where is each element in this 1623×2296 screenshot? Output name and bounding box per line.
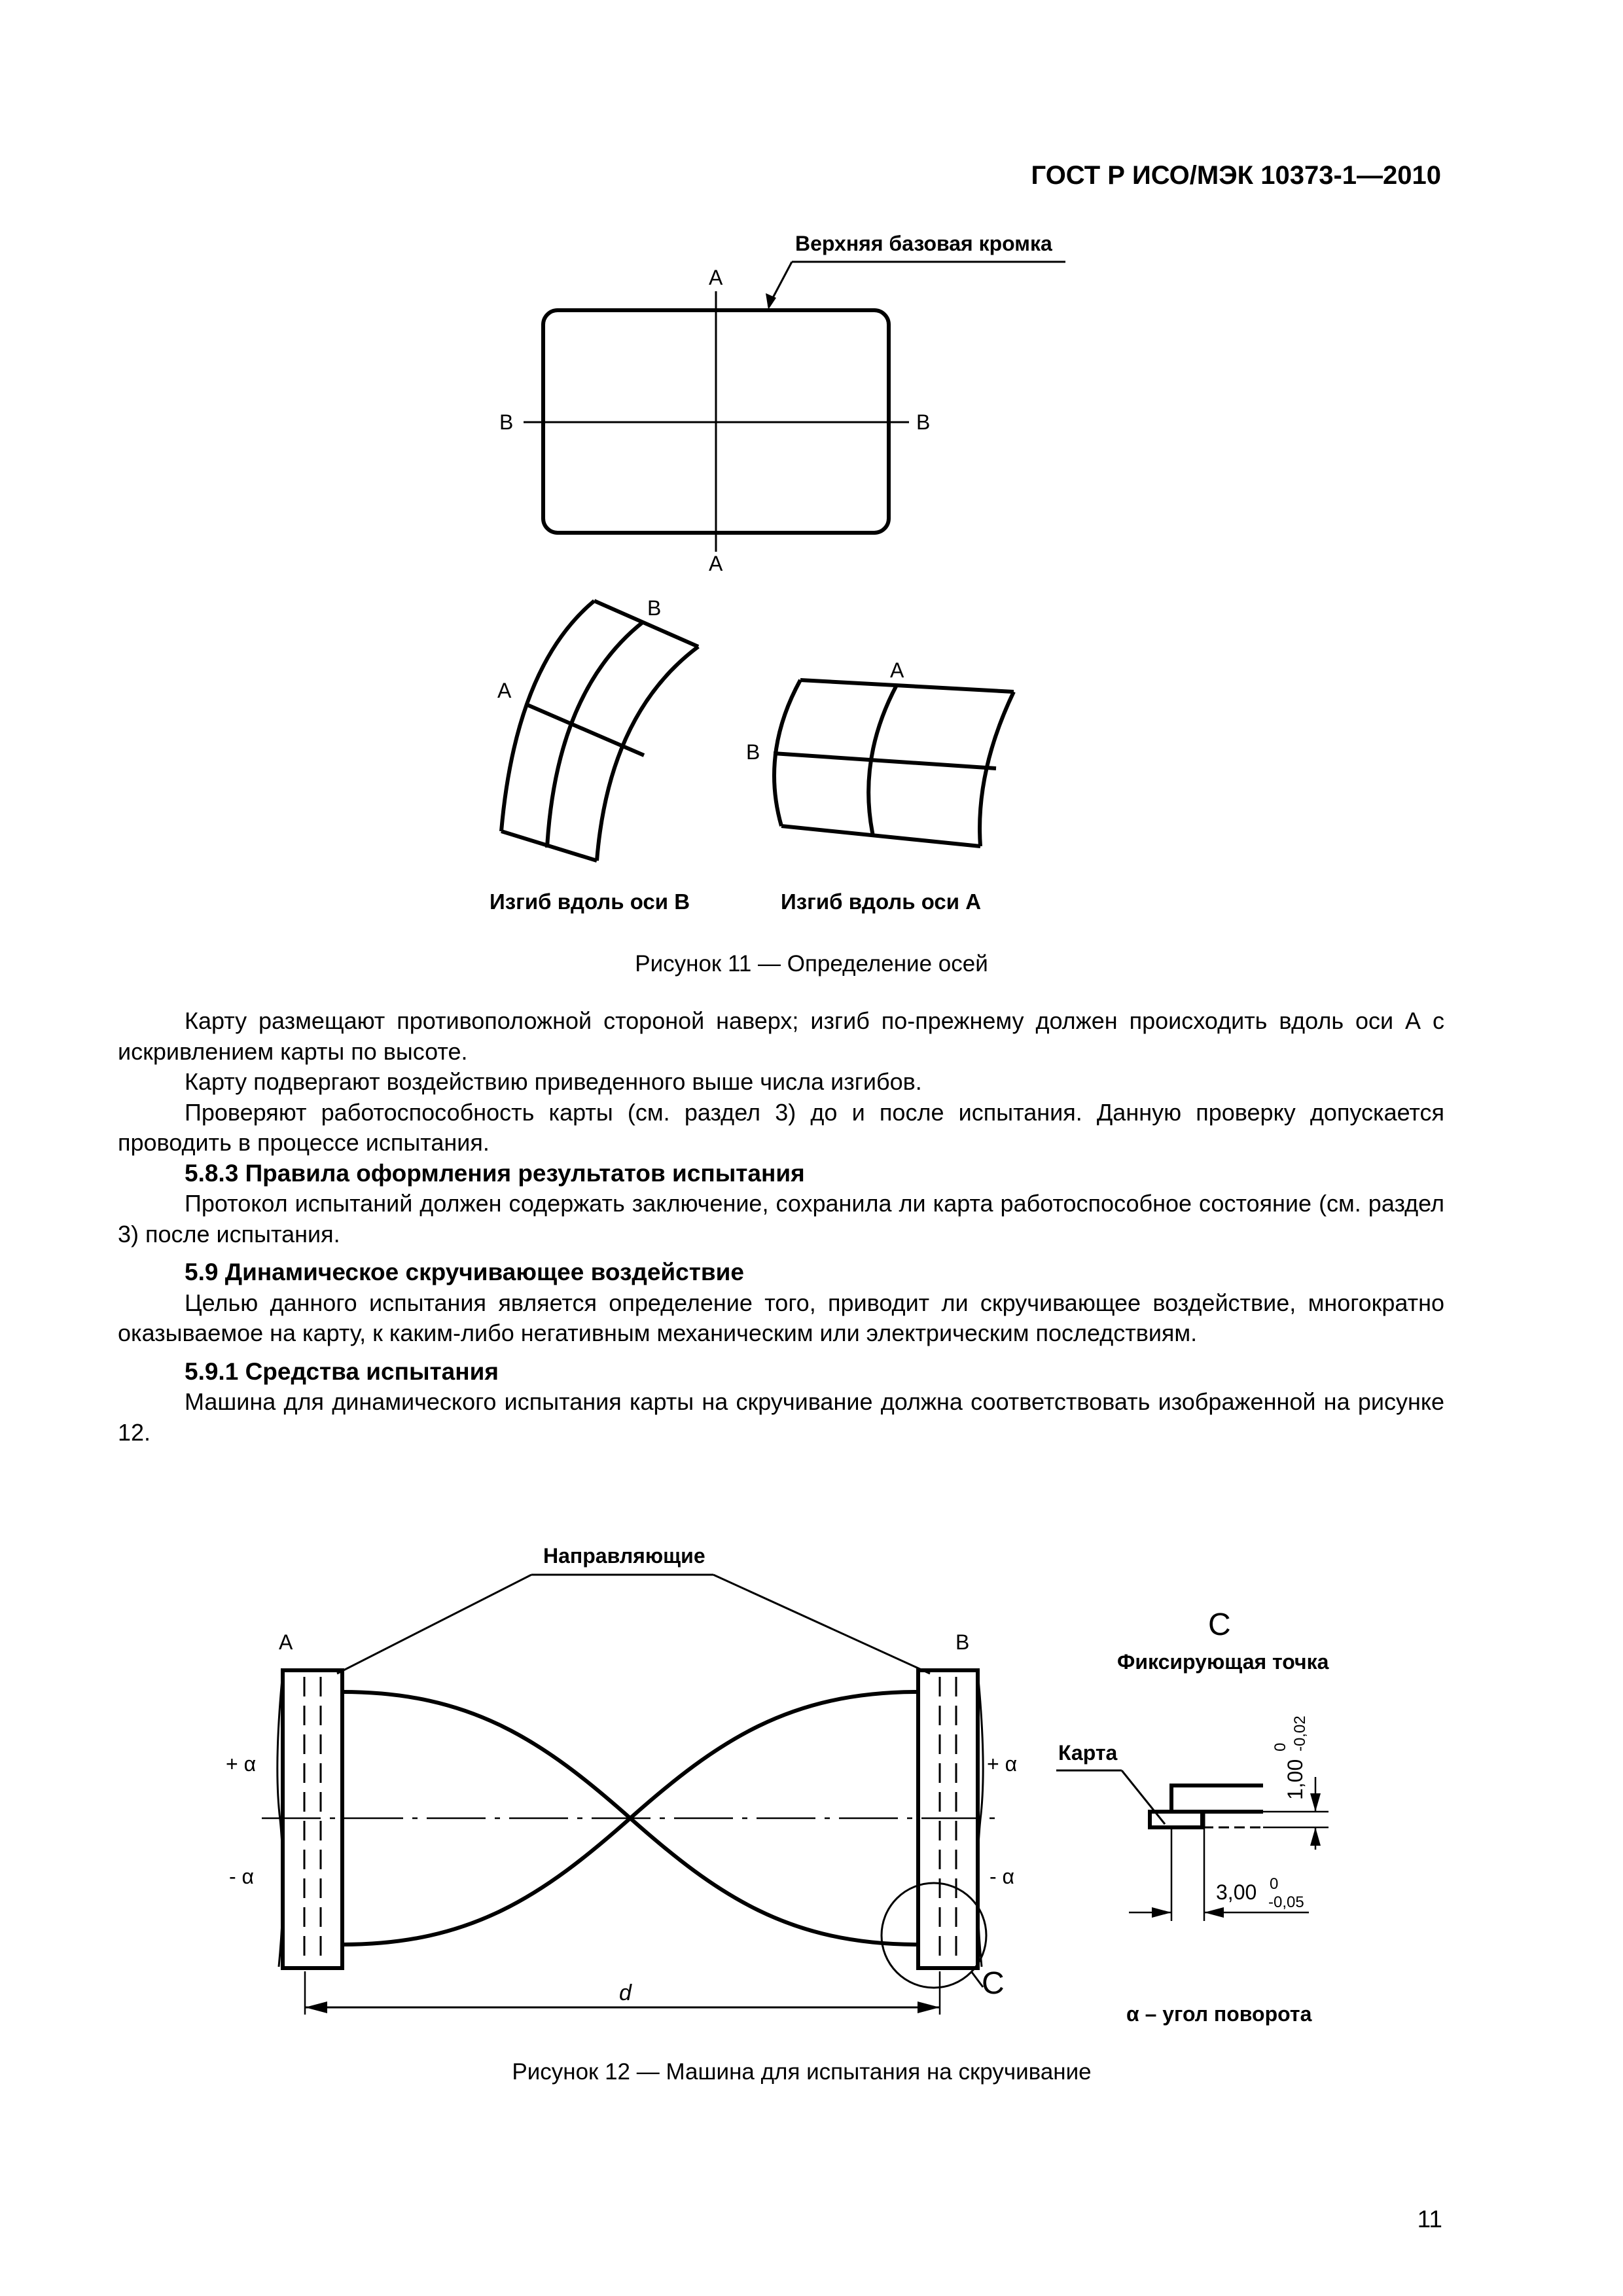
height-dim-value: 1,00 (1283, 1759, 1307, 1800)
minus-alpha-right: - α (990, 1865, 1015, 1888)
top-edge-callout: Верхняя базовая кромка (795, 232, 1052, 255)
detail-c-title: C (1208, 1607, 1231, 1642)
detail-c-marker: C (982, 1966, 1005, 2001)
paragraph-6: Машина для динамического испытания карты на скручивание должна соответствовать изображенной на рисунке 12. (118, 1388, 1444, 1446)
bent-a-axis-b-label: B (746, 740, 760, 764)
page-number: 11 (1417, 2206, 1442, 2233)
guides-label: Направляющие (543, 1544, 705, 1568)
caption-bend-axis-b: Изгиб вдоль оси B (490, 889, 690, 914)
plus-alpha-left: + α (226, 1752, 257, 1776)
figure-12-caption: Рисунок 12 — Машина для испытания на скручивание (512, 2059, 1092, 2085)
paragraph-4: Протокол испытаний должен содержать заключение, сохранила ли карта работоспособное состояние (см. раздел 3) после испытания. (118, 1190, 1444, 1247)
axis-a-label-top: A (709, 266, 723, 289)
height-dim-lower: -0,02 (1291, 1715, 1309, 1751)
clamp-b (918, 1670, 983, 1968)
heading-5-9-1: 5.9.1 Средства испытания (185, 1357, 499, 1385)
alpha-legend: α – угол поворота (1126, 2002, 1312, 2026)
fixing-point-detail (1150, 1785, 1263, 1827)
clamp-a (277, 1670, 342, 1968)
clamp-a-label: A (279, 1630, 293, 1654)
paragraph-2: Карту подвергают воздействию приведенного выше числа изгибов. (185, 1068, 922, 1095)
axis-a-label-bottom: A (709, 552, 723, 575)
fixing-point-label: Фиксирующая точка (1117, 1650, 1329, 1674)
figure-11-caption: Рисунок 11 — Определение осей (635, 951, 988, 977)
dimension-d-label: d (619, 1981, 632, 2005)
paragraph-3: Проверяют работоспособность карты (см. раздел 3) до и после испытания. Данную проверку допускается проводить в процессе испытания. (118, 1098, 1444, 1156)
width-dim-lower: -0,05 (1268, 1893, 1304, 1911)
axis-b-label-left: B (499, 410, 514, 434)
caption-bend-axis-a: Изгиб вдоль оси A (781, 889, 982, 914)
width-dim-upper: 0 (1270, 1875, 1279, 1893)
bent-b-axis-b-label: B (647, 596, 662, 620)
document-id: ГОСТ Р ИСО/МЭК 10373-1—2010 (1031, 161, 1441, 190)
minus-alpha-left: - α (229, 1865, 255, 1888)
bent-a-axis-a-label: A (890, 658, 904, 682)
paragraph-5: Целью данного испытания является определение того, приводит ли скручивающее воздействие, многократно оказываемое на карту, к каким-либо негативным механическим или электрическим последствиям. (118, 1289, 1444, 1346)
clamp-b-label: B (955, 1630, 970, 1654)
heading-5-8-3: 5.8.3 Правила оформления результатов испытания (185, 1159, 805, 1187)
paragraph-1: Карту размещают противоположной стороной наверх; изгиб по-прежнему должен происходить вдоль оси А с искривлением карты по высоте. (118, 1007, 1444, 1065)
heading-5-9: 5.9 Динамическое скручивающее воздействие (185, 1259, 744, 1285)
bent-b-axis-a-label: A (497, 679, 512, 702)
height-dim-upper: 0 (1272, 1742, 1289, 1751)
axis-b-label-right: B (916, 410, 931, 434)
width-dim-value: 3,00 (1216, 1880, 1257, 1904)
card-label: Карта (1058, 1741, 1118, 1765)
plus-alpha-right: + α (987, 1752, 1018, 1776)
